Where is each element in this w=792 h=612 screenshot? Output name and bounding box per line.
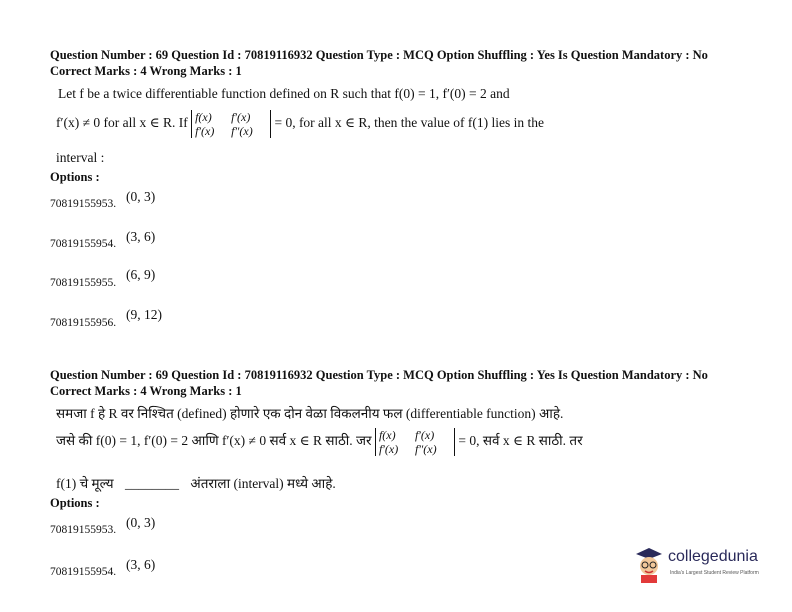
question-text-line1: समजा f हे R वर निश्चित (defined) होणारे एक दोन वेळा विकलनीय फल (differentiable function) आहे. xyxy=(56,406,564,421)
question-text-line2-pre: f′(x) ≠ 0 for all x ∈ R. If xyxy=(56,115,188,131)
option-value[interactable]: (0, 3) xyxy=(126,189,156,204)
option-id: 70819155954. xyxy=(50,238,117,250)
collegedunia-logo xyxy=(632,544,772,592)
options-label: Options : xyxy=(50,170,100,184)
det-cell: f′(x) xyxy=(231,110,251,124)
question-text-line2 xyxy=(56,428,583,456)
question-header: Question Number : 69 Question Id : 70819116932 Question Type : MCQ Option Shuffling : Yes Is Question Mandatory : No xyxy=(50,368,708,382)
det-cell: f″(x) xyxy=(414,442,437,456)
question-text-line3-post: अंतराला (interval) मध्ये आहे. xyxy=(190,476,336,491)
determinant xyxy=(191,110,271,138)
question-text-line2-pre: जसे की f(0) = 1, f′(0) = 2 आणि f′(x) ≠ 0 सर्व x ∈ R साठी. जर xyxy=(56,433,372,449)
det-cell: f(x) xyxy=(195,110,212,124)
det-cell: f(x) xyxy=(378,428,396,442)
option-value[interactable]: (3, 6) xyxy=(126,229,156,244)
answer-blank: ________ xyxy=(125,476,180,491)
question-text-line3 xyxy=(56,474,336,492)
det-cell: f″(x) xyxy=(231,124,253,138)
mascot-icon xyxy=(632,544,666,584)
det-cell: f′(x) xyxy=(414,428,435,442)
question-text-line3-pre: f(1) चे मूल्य xyxy=(56,476,114,491)
option-value[interactable]: (9, 12) xyxy=(126,307,162,322)
question-header: Question Number : 69 Question Id : 70819116932 Question Type : MCQ Option Shuffling : Yes Is Question Mandatory : No xyxy=(50,48,708,62)
det-cell: f′(x) xyxy=(378,442,399,456)
option-id: 70819155953. xyxy=(50,198,117,210)
question-text-line2-post: = 0, for all x ∈ R, then the value of f(1) lies in the xyxy=(274,115,544,131)
option-value[interactable]: (0, 3) xyxy=(126,515,156,530)
logo-wordmark: collegedunia xyxy=(668,548,758,565)
option-id: 70819155956. xyxy=(50,317,117,329)
question-text-line1: Let f be a twice differentiable function defined on R such that f(0) = 1, f′(0) = 2 and xyxy=(58,86,510,101)
options-label: Options : xyxy=(50,496,100,510)
question-text-line3: interval : xyxy=(56,150,105,165)
option-value[interactable]: (6, 9) xyxy=(126,267,156,282)
question-text-line2-post: = 0, सर्व x ∈ R साठी. तर xyxy=(458,433,583,449)
option-id: 70819155954. xyxy=(50,566,117,578)
option-id: 70819155955. xyxy=(50,277,117,289)
marks-header: Correct Marks : 4 Wrong Marks : 1 xyxy=(50,384,242,398)
option-value[interactable]: (3, 6) xyxy=(126,557,156,572)
logo-tagline: India's Largest Student Review Platform xyxy=(670,570,759,576)
determinant xyxy=(375,428,455,456)
marks-header: Correct Marks : 4 Wrong Marks : 1 xyxy=(50,64,242,78)
option-id: 70819155953. xyxy=(50,524,117,536)
question-text-line2 xyxy=(56,110,544,138)
det-cell: f′(x) xyxy=(195,124,215,138)
